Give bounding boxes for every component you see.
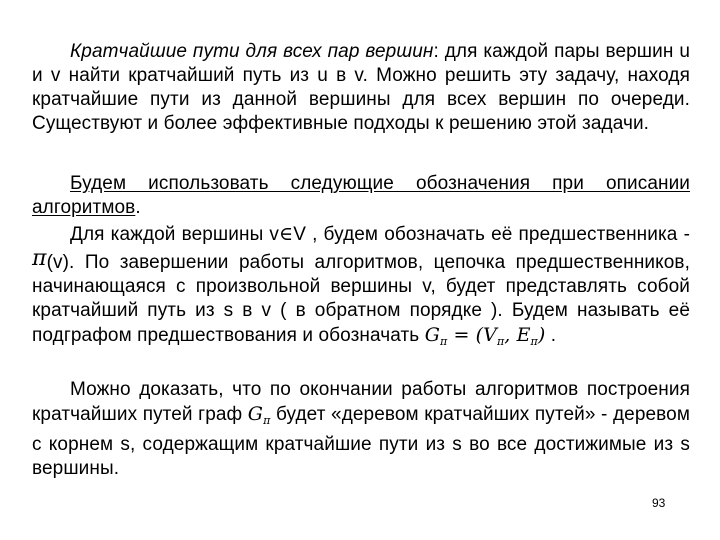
notation-intro-text: Будем использовать следующие обозначения при описании алгоритмов bbox=[32, 173, 690, 218]
predecessor-text-b: V , будем обозначать её предшественника - bbox=[293, 224, 690, 245]
formula-e-sub: π bbox=[530, 335, 538, 348]
paragraph-predecessor bbox=[32, 222, 690, 354]
subgraph-formula bbox=[425, 324, 546, 346]
page-number: 93 bbox=[652, 496, 666, 510]
all-pairs-term: Кратчайшие пути для всех пар вершин bbox=[70, 41, 434, 62]
predecessor-text-c: (v). По завершении работы алгоритмов, цепочка предшественников, начинающаяся с произвольной вершины v, будет представлять собой кратчайший путь из s в v ( в обратном порядке ). Будем называть её подграфом предшествования и обозначать bbox=[32, 252, 690, 346]
predecessor-text-a: Для каждой вершины v bbox=[70, 224, 280, 245]
tree-formula-g: G bbox=[247, 403, 264, 425]
formula-g: G bbox=[424, 324, 440, 346]
pi-symbol: π bbox=[32, 246, 47, 271]
formula-close: ) bbox=[537, 324, 546, 346]
formula-g-sub: π bbox=[439, 335, 448, 348]
paragraph-shortest-path-tree bbox=[32, 378, 690, 481]
notation-intro-end: . bbox=[135, 197, 141, 218]
formula-comma: , E bbox=[504, 324, 531, 346]
paragraph-all-pairs bbox=[32, 40, 690, 136]
predecessor-text-d: . bbox=[545, 325, 557, 346]
all-pairs-text: : для каждой пары вершин u и v найти кратчайший путь из u в v. Можно решить эту задачу, находя кратчайшие пути из данной вершины для всех вершин по очереди. Существуют и более эффективные подходы к решению этой задачи. bbox=[32, 41, 690, 134]
element-of-symbol: ∈ bbox=[279, 223, 294, 245]
paragraph-notation-intro bbox=[32, 172, 690, 220]
formula-eq: = (V bbox=[447, 324, 497, 346]
formula-v-sub: π bbox=[496, 335, 505, 348]
tree-text-a: Можно доказать, что по окончании работы алгоритмов построения кратчайших путей граф bbox=[32, 379, 690, 425]
tree-text-b: будет «деревом кратчайших путей» - деревом с корнем s, содержащим кратчайшие пути из s во все достижимые из s вершины. bbox=[32, 404, 690, 479]
tree-formula bbox=[248, 403, 271, 425]
tree-formula-sub: π bbox=[263, 414, 271, 427]
